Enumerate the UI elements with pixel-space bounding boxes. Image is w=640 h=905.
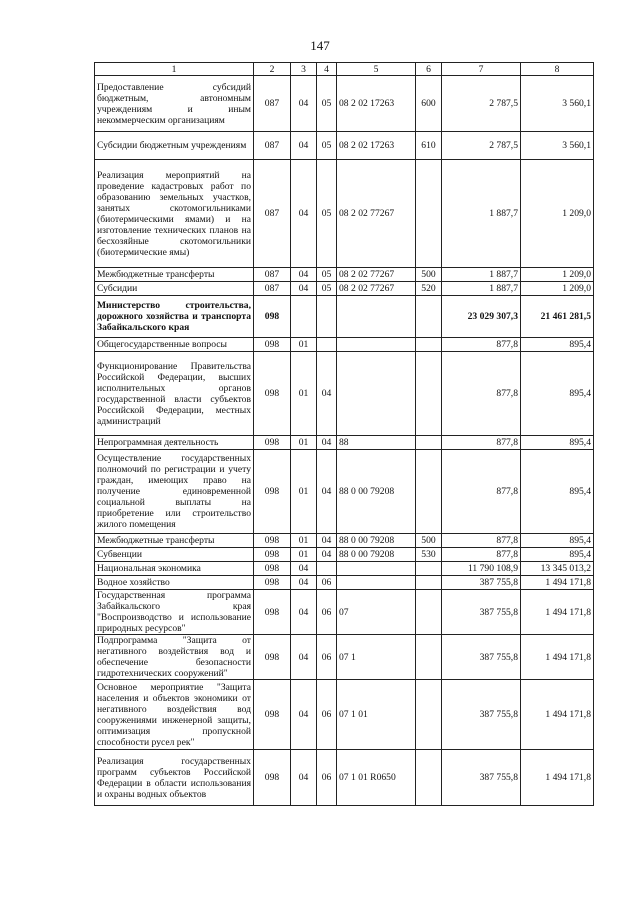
cell-code: 098 bbox=[254, 680, 291, 750]
header-cell: 4 bbox=[317, 63, 337, 76]
cell-code: 098 bbox=[254, 534, 291, 548]
cell-rz: 04 bbox=[291, 282, 317, 296]
cell-vr bbox=[416, 680, 442, 750]
cell-sum1: 23 029 307,3 bbox=[442, 296, 521, 338]
cell-pr: 04 bbox=[317, 436, 337, 450]
cell-vr bbox=[416, 338, 442, 352]
cell-vr: 610 bbox=[416, 132, 442, 160]
cell-sum1: 1 887,7 bbox=[442, 282, 521, 296]
cell-rz: 01 bbox=[291, 436, 317, 450]
table-row bbox=[95, 750, 594, 806]
cell-rz: 04 bbox=[291, 160, 317, 268]
cell-sum1: 2 787,5 bbox=[442, 76, 521, 132]
cell-vr bbox=[416, 590, 442, 635]
cell-vr bbox=[416, 450, 442, 534]
cell-csr: 88 0 00 79208 bbox=[337, 548, 416, 562]
cell-sum2: 895,4 bbox=[521, 338, 594, 352]
cell-sum2: 21 461 281,5 bbox=[521, 296, 594, 338]
cell-rz: 01 bbox=[291, 450, 317, 534]
cell-name: Межбюджетные трансферты bbox=[95, 534, 254, 548]
cell-pr: 05 bbox=[317, 160, 337, 268]
cell-vr: 500 bbox=[416, 534, 442, 548]
cell-sum2: 3 560,1 bbox=[521, 132, 594, 160]
cell-sum2: 1 209,0 bbox=[521, 282, 594, 296]
cell-name: Реализация государственных программ субъектов Российской Федерации в области использования и охраны водных объектов bbox=[95, 750, 254, 806]
cell-sum2: 895,4 bbox=[521, 436, 594, 450]
cell-sum2: 1 494 171,8 bbox=[521, 750, 594, 806]
table-row bbox=[95, 562, 594, 576]
cell-name: Водное хозяйство bbox=[95, 576, 254, 590]
cell-sum1: 877,8 bbox=[442, 436, 521, 450]
cell-pr: 04 bbox=[317, 450, 337, 534]
table-row bbox=[95, 132, 594, 160]
cell-rz: 04 bbox=[291, 635, 317, 680]
cell-vr bbox=[416, 576, 442, 590]
cell-pr bbox=[317, 338, 337, 352]
cell-csr: 07 bbox=[337, 590, 416, 635]
table-row bbox=[95, 268, 594, 282]
cell-pr: 05 bbox=[317, 282, 337, 296]
cell-name: Предоставление субсидий бюджетным, автономным учреждениям и иным некоммерческим организациям bbox=[95, 76, 254, 132]
cell-sum2: 895,4 bbox=[521, 534, 594, 548]
cell-sum2: 1 494 171,8 bbox=[521, 576, 594, 590]
cell-pr: 06 bbox=[317, 576, 337, 590]
cell-vr bbox=[416, 436, 442, 450]
table-row bbox=[95, 576, 594, 590]
cell-name: Субсидии бюджетным учреждениям bbox=[95, 132, 254, 160]
cell-sum1: 11 790 108,9 bbox=[442, 562, 521, 576]
cell-rz: 04 bbox=[291, 132, 317, 160]
table-row bbox=[95, 296, 594, 338]
cell-rz: 01 bbox=[291, 548, 317, 562]
table-row bbox=[95, 548, 594, 562]
table-header-row bbox=[95, 63, 594, 76]
cell-sum1: 1 887,7 bbox=[442, 160, 521, 268]
cell-sum1: 877,8 bbox=[442, 338, 521, 352]
cell-code: 087 bbox=[254, 132, 291, 160]
cell-pr bbox=[317, 296, 337, 338]
cell-csr bbox=[337, 576, 416, 590]
cell-sum1: 387 755,8 bbox=[442, 576, 521, 590]
cell-name: Государственная программа Забайкальского края "Воспроизводство и использование природных ресурсов" bbox=[95, 590, 254, 635]
cell-csr: 07 1 01 bbox=[337, 680, 416, 750]
cell-rz bbox=[291, 296, 317, 338]
cell-pr: 06 bbox=[317, 680, 337, 750]
cell-vr bbox=[416, 296, 442, 338]
cell-code: 098 bbox=[254, 338, 291, 352]
cell-name: Непрограммная деятельность bbox=[95, 436, 254, 450]
cell-name: Основное мероприятие "Защита населения и объектов экономики от негативного воздействия вод сооружениями инженерной защиты, оптимизация пропускной способности русел рек" bbox=[95, 680, 254, 750]
cell-csr: 88 bbox=[337, 436, 416, 450]
cell-pr: 04 bbox=[317, 534, 337, 548]
cell-vr: 520 bbox=[416, 282, 442, 296]
cell-name: Министерство строительства, дорожного хозяйства и транспорта Забайкальского края bbox=[95, 296, 254, 338]
table-row bbox=[95, 436, 594, 450]
cell-sum1: 877,8 bbox=[442, 548, 521, 562]
cell-sum1: 387 755,8 bbox=[442, 635, 521, 680]
cell-sum1: 2 787,5 bbox=[442, 132, 521, 160]
cell-sum2: 895,4 bbox=[521, 548, 594, 562]
cell-rz: 04 bbox=[291, 590, 317, 635]
cell-csr bbox=[337, 338, 416, 352]
page-number: 147 bbox=[310, 38, 330, 53]
cell-rz: 01 bbox=[291, 338, 317, 352]
cell-rz: 01 bbox=[291, 352, 317, 436]
header-cell: 2 bbox=[254, 63, 291, 76]
cell-code: 087 bbox=[254, 160, 291, 268]
cell-code: 098 bbox=[254, 548, 291, 562]
cell-vr bbox=[416, 635, 442, 680]
cell-csr: 07 1 01 R0650 bbox=[337, 750, 416, 806]
cell-vr: 500 bbox=[416, 268, 442, 282]
cell-pr: 04 bbox=[317, 548, 337, 562]
header-cell: 1 bbox=[95, 63, 254, 76]
cell-csr: 08 2 02 77267 bbox=[337, 160, 416, 268]
cell-rz: 04 bbox=[291, 576, 317, 590]
cell-code: 087 bbox=[254, 268, 291, 282]
cell-sum1: 877,8 bbox=[442, 352, 521, 436]
cell-code: 098 bbox=[254, 562, 291, 576]
cell-code: 098 bbox=[254, 352, 291, 436]
cell-sum2: 1 209,0 bbox=[521, 160, 594, 268]
table-row bbox=[95, 338, 594, 352]
cell-csr bbox=[337, 296, 416, 338]
cell-rz: 04 bbox=[291, 562, 317, 576]
cell-csr: 88 0 00 79208 bbox=[337, 534, 416, 548]
cell-sum2: 3 560,1 bbox=[521, 76, 594, 132]
table-row bbox=[95, 680, 594, 750]
cell-pr: 05 bbox=[317, 268, 337, 282]
cell-sum2: 895,4 bbox=[521, 352, 594, 436]
cell-rz: 01 bbox=[291, 534, 317, 548]
cell-pr: 06 bbox=[317, 635, 337, 680]
cell-sum2: 895,4 bbox=[521, 450, 594, 534]
header-cell: 3 bbox=[291, 63, 317, 76]
cell-rz: 04 bbox=[291, 750, 317, 806]
cell-code: 098 bbox=[254, 450, 291, 534]
cell-sum1: 1 887,7 bbox=[442, 268, 521, 282]
cell-rz: 04 bbox=[291, 680, 317, 750]
table-row bbox=[95, 160, 594, 268]
header-cell: 6 bbox=[416, 63, 442, 76]
cell-code: 087 bbox=[254, 282, 291, 296]
cell-sum1: 387 755,8 bbox=[442, 590, 521, 635]
cell-vr: 600 bbox=[416, 76, 442, 132]
cell-pr: 04 bbox=[317, 352, 337, 436]
cell-name: Субсидии bbox=[95, 282, 254, 296]
cell-pr: 05 bbox=[317, 132, 337, 160]
cell-sum1: 877,8 bbox=[442, 534, 521, 548]
cell-sum2: 13 345 013,2 bbox=[521, 562, 594, 576]
cell-code: 098 bbox=[254, 590, 291, 635]
cell-rz: 04 bbox=[291, 268, 317, 282]
table-row bbox=[95, 352, 594, 436]
cell-csr: 07 1 bbox=[337, 635, 416, 680]
cell-vr bbox=[416, 562, 442, 576]
cell-name: Подпрограмма "Защита от негативного воздействия вод и обеспечение безопасности гидротехнических сооружений" bbox=[95, 635, 254, 680]
cell-code: 098 bbox=[254, 635, 291, 680]
cell-name: Субвенции bbox=[95, 548, 254, 562]
cell-csr: 08 2 02 77267 bbox=[337, 282, 416, 296]
cell-sum2: 1 494 171,8 bbox=[521, 635, 594, 680]
cell-pr: 06 bbox=[317, 590, 337, 635]
cell-name: Осуществление государственных полномочий по регистрации и учету граждан, имеющих право на получение единовременной социальной выплаты на приобретение или строительство жилого помещения bbox=[95, 450, 254, 534]
cell-sum1: 387 755,8 bbox=[442, 750, 521, 806]
cell-sum1: 877,8 bbox=[442, 450, 521, 534]
cell-sum1: 387 755,8 bbox=[442, 680, 521, 750]
cell-rz: 04 bbox=[291, 76, 317, 132]
header-cell: 8 bbox=[521, 63, 594, 76]
table-row bbox=[95, 534, 594, 548]
table-row bbox=[95, 76, 594, 132]
cell-pr: 06 bbox=[317, 750, 337, 806]
cell-csr bbox=[337, 352, 416, 436]
cell-csr: 08 2 02 77267 bbox=[337, 268, 416, 282]
cell-csr: 08 2 02 17263 bbox=[337, 132, 416, 160]
cell-vr bbox=[416, 160, 442, 268]
cell-code: 087 bbox=[254, 76, 291, 132]
header-cell: 5 bbox=[337, 63, 416, 76]
table-row bbox=[95, 282, 594, 296]
cell-code: 098 bbox=[254, 436, 291, 450]
cell-name: Общегосударственные вопросы bbox=[95, 338, 254, 352]
cell-name: Национальная экономика bbox=[95, 562, 254, 576]
cell-pr bbox=[317, 562, 337, 576]
budget-table bbox=[94, 62, 594, 806]
cell-sum2: 1 494 171,8 bbox=[521, 590, 594, 635]
cell-code: 098 bbox=[254, 750, 291, 806]
cell-vr bbox=[416, 352, 442, 436]
cell-vr bbox=[416, 750, 442, 806]
cell-pr: 05 bbox=[317, 76, 337, 132]
table-row bbox=[95, 635, 594, 680]
header-cell: 7 bbox=[442, 63, 521, 76]
cell-name: Функционирование Правительства Российской Федерации, высших исполнительных органов государственной власти субъектов Российской Федерации, местных администраций bbox=[95, 352, 254, 436]
table-row bbox=[95, 450, 594, 534]
cell-code: 098 bbox=[254, 576, 291, 590]
cell-sum2: 1 494 171,8 bbox=[521, 680, 594, 750]
cell-code: 098 bbox=[254, 296, 291, 338]
cell-vr: 530 bbox=[416, 548, 442, 562]
cell-name: Межбюджетные трансферты bbox=[95, 268, 254, 282]
cell-sum2: 1 209,0 bbox=[521, 268, 594, 282]
cell-name: Реализация мероприятий на проведение кадастровых работ по образованию земельных участков, занятых скотомогильниками (биотермическими ямами) и на изготовление технических планов на бесхозяйные скотомогильники (биотермические ямы) bbox=[95, 160, 254, 268]
cell-csr bbox=[337, 562, 416, 576]
cell-csr: 88 0 00 79208 bbox=[337, 450, 416, 534]
cell-csr: 08 2 02 17263 bbox=[337, 76, 416, 132]
table-row bbox=[95, 590, 594, 635]
